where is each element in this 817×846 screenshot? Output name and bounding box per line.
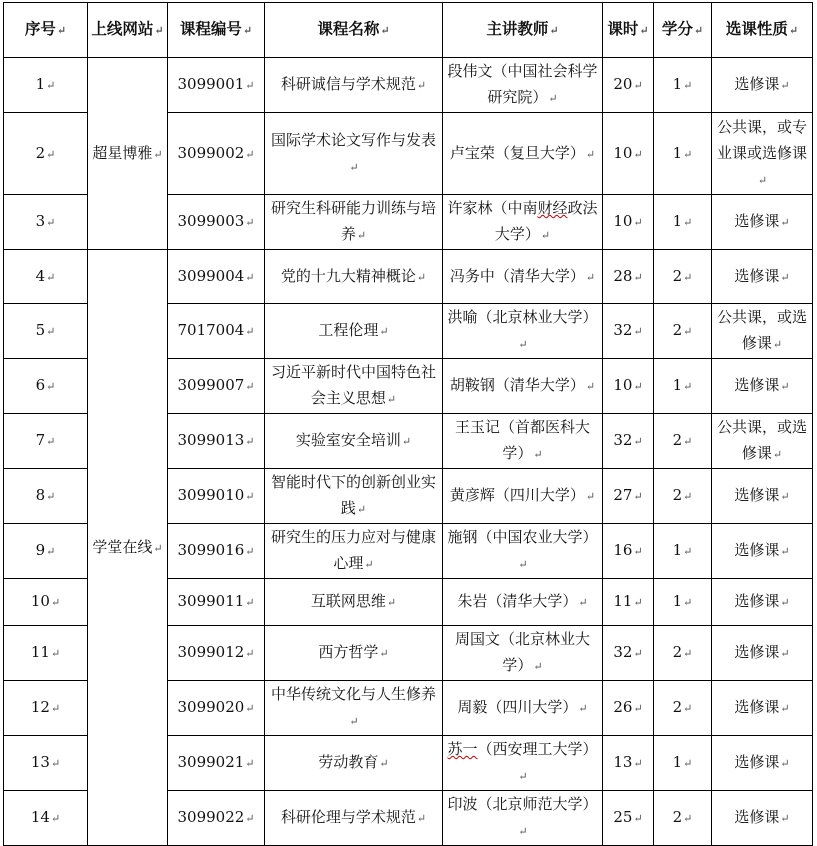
header-seq: 序号↵ [4, 3, 88, 58]
cell-code: 3099013↵ [168, 414, 265, 469]
cell-teacher: 胡鞍钢（清华大学）↵ [443, 359, 603, 414]
cell-credit: 1↵ [654, 58, 712, 113]
cell-credit: 1↵ [654, 195, 712, 250]
cell-hours: 20↵ [603, 58, 654, 113]
cell-hours: 10↵ [603, 113, 654, 195]
cell-code: 3099010↵ [168, 469, 265, 524]
cell-course-name: 互联网思维↵ [265, 579, 443, 626]
cell-code: 3099003↵ [168, 195, 265, 250]
spellcheck-flag: 财经 [537, 199, 568, 217]
cell-type: 选修课↵ [712, 250, 813, 304]
cell-teacher: 黄彦辉（四川大学）↵ [443, 469, 603, 524]
cell-type: 选修课↵ [712, 626, 813, 681]
cell-site-chaoxing: 超星博雅↵ [88, 58, 168, 250]
cell-credit: 1↵ [654, 524, 712, 579]
cell-code: 3099020↵ [168, 681, 265, 736]
cell-credit: 2↵ [654, 681, 712, 736]
cell-hours: 32↵ [603, 414, 654, 469]
cell-course-name: 劳动教育↵ [265, 736, 443, 791]
table-row [4, 250, 813, 304]
cell-teacher: 王玉记（首都医科大学）↵ [443, 414, 603, 469]
course-table [3, 2, 813, 846]
cell-course-name: 智能时代下的创新创业实践↵ [265, 469, 443, 524]
cell-seq: 6↵ [4, 359, 88, 414]
cell-course-name: 中华传统文化与人生修养↵ [265, 681, 443, 736]
cell-hours: 11↵ [603, 579, 654, 626]
cell-code: 3099004↵ [168, 250, 265, 304]
spellcheck-flag: 苏一 [447, 740, 478, 758]
cell-credit: 2↵ [654, 304, 712, 359]
cell-code: 3099012↵ [168, 626, 265, 681]
cell-hours: 26↵ [603, 681, 654, 736]
header-type: 选课性质↵ [712, 3, 813, 58]
cell-type: 选修课↵ [712, 736, 813, 791]
cell-credit: 2↵ [654, 250, 712, 304]
cell-hours: 32↵ [603, 304, 654, 359]
cell-credit: 1↵ [654, 359, 712, 414]
cell-hours: 16↵ [603, 524, 654, 579]
cell-hours: 10↵ [603, 359, 654, 414]
cell-credit: 2↵ [654, 469, 712, 524]
cell-type: 选修课↵ [712, 681, 813, 736]
cell-teacher: 周毅（四川大学）↵ [443, 681, 603, 736]
cell-credit: 1↵ [654, 736, 712, 791]
cell-course-name: 工程伦理↵ [265, 304, 443, 359]
cell-teacher: 印波（北京师范大学）↵ [443, 791, 603, 846]
table-row [4, 58, 813, 113]
cell-type: 选修课↵ [712, 359, 813, 414]
cell-seq: 9↵ [4, 524, 88, 579]
cell-code: 3099021↵ [168, 736, 265, 791]
cell-seq: 5↵ [4, 304, 88, 359]
cell-credit: 2↵ [654, 791, 712, 846]
cell-type: 公共课，或专业课或选修课↵ [712, 113, 813, 195]
cell-seq: 13↵ [4, 736, 88, 791]
header-row [4, 3, 813, 58]
cell-seq: 8↵ [4, 469, 88, 524]
header-teacher: 主讲教师↵ [443, 3, 603, 58]
cell-site-xuetang: 学堂在线↵ [88, 250, 168, 846]
cell-seq: 4↵ [4, 250, 88, 304]
cell-credit: 1↵ [654, 579, 712, 626]
cell-course-name: 科研伦理与学术规范↵ [265, 791, 443, 846]
cell-type: 选修课↵ [712, 579, 813, 626]
cell-course-name: 西方哲学↵ [265, 626, 443, 681]
cell-course-name: 实验室安全培训↵ [265, 414, 443, 469]
cell-course-name: 研究生的压力应对与健康心理↵ [265, 524, 443, 579]
cell-credit: 2↵ [654, 626, 712, 681]
cell-teacher: 冯务中（清华大学）↵ [443, 250, 603, 304]
cell-code: 3099016↵ [168, 524, 265, 579]
cell-hours: 27↵ [603, 469, 654, 524]
cell-teacher: 周国文（北京林业大学）↵ [443, 626, 603, 681]
header-site: 上线网站↵ [88, 3, 168, 58]
cell-teacher: 卢宝荣（复旦大学）↵ [443, 113, 603, 195]
cell-teacher: 洪喻（北京林业大学）↵ [443, 304, 603, 359]
cell-credit: 2↵ [654, 414, 712, 469]
cell-seq: 3↵ [4, 195, 88, 250]
header-name: 课程名称↵ [265, 3, 443, 58]
cell-code: 3099002↵ [168, 113, 265, 195]
cell-teacher: 施钢（中国农业大学）↵ [443, 524, 603, 579]
cell-code: 3099022↵ [168, 791, 265, 846]
cell-seq: 11↵ [4, 626, 88, 681]
cell-course-name: 研究生科研能力训练与培养↵ [265, 195, 443, 250]
cell-course-name: 科研诚信与学术规范↵ [265, 58, 443, 113]
cell-credit: 1↵ [654, 113, 712, 195]
cell-teacher: 许家林（中南财经政法大学）↵ [443, 195, 603, 250]
cell-seq: 1↵ [4, 58, 88, 113]
cell-type: 选修课↵ [712, 469, 813, 524]
cell-type: 选修课↵ [712, 58, 813, 113]
cell-teacher: 朱岩（清华大学）↵ [443, 579, 603, 626]
cell-code: 3099007↵ [168, 359, 265, 414]
cell-hours: 10↵ [603, 195, 654, 250]
cell-code: 3099001↵ [168, 58, 265, 113]
cell-seq: 7↵ [4, 414, 88, 469]
cell-hours: 25↵ [603, 791, 654, 846]
cell-hours: 13↵ [603, 736, 654, 791]
cell-type: 公共课，或选修课↵ [712, 304, 813, 359]
cell-course-name: 党的十九大精神概论↵ [265, 250, 443, 304]
cell-code: 7017004↵ [168, 304, 265, 359]
cell-hours: 28↵ [603, 250, 654, 304]
cell-code: 3099011↵ [168, 579, 265, 626]
cell-seq: 10↵ [4, 579, 88, 626]
cell-seq: 2↵ [4, 113, 88, 195]
cell-seq: 12↵ [4, 681, 88, 736]
cell-type: 选修课↵ [712, 791, 813, 846]
cell-type: 选修课↵ [712, 524, 813, 579]
cell-hours: 32↵ [603, 626, 654, 681]
cell-type: 选修课↵ [712, 195, 813, 250]
cell-seq: 14↵ [4, 791, 88, 846]
header-credit: 学分↵ [654, 3, 712, 58]
header-hours: 课时↵ [603, 3, 654, 58]
cell-course-name: 国际学术论文写作与发表↵ [265, 113, 443, 195]
cell-course-name: 习近平新时代中国特色社会主义思想↵ [265, 359, 443, 414]
cell-teacher: 苏一（西安理工大学）↵ [443, 736, 603, 791]
header-code: 课程编号↵ [168, 3, 265, 58]
cell-type: 公共课，或选修课↵ [712, 414, 813, 469]
cell-teacher: 段伟文（中国社会科学研究院）↵ [443, 58, 603, 113]
